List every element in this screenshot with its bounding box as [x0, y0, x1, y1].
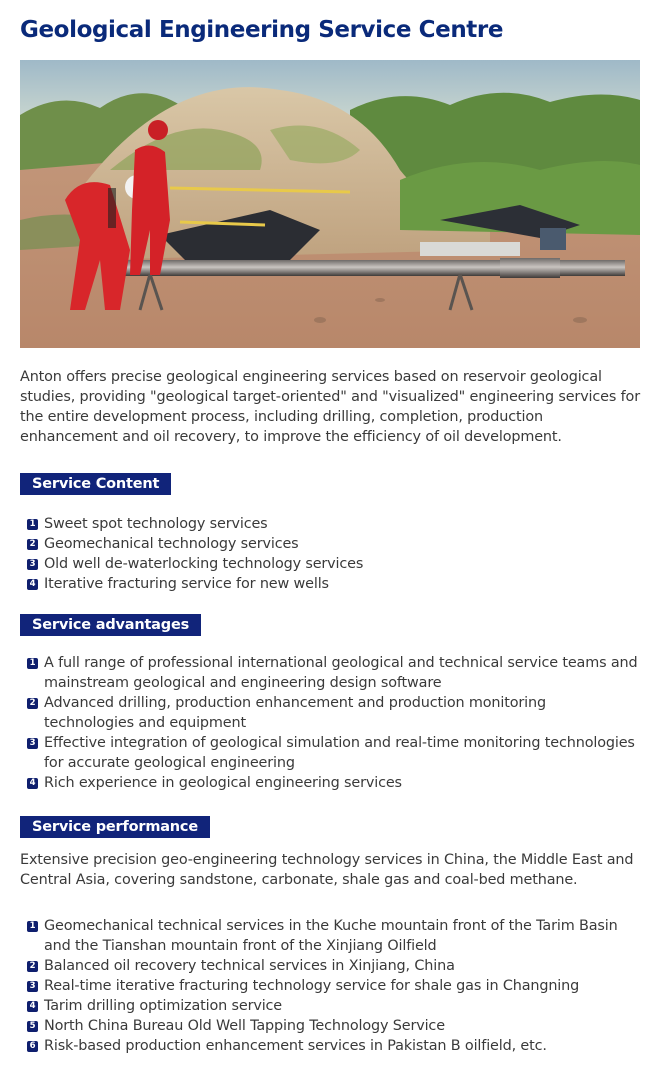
- service-content-list: [20, 514, 640, 594]
- list-item: 3 Real-time iterative fracturing technology service for shale gas in Changning: [27, 976, 640, 996]
- service-content-tag: Service Content: [20, 473, 171, 495]
- service-content-section: [20, 473, 640, 594]
- service-advantages-section: [20, 614, 640, 793]
- number-badge-icon: 3: [27, 738, 38, 749]
- list-item: 1 A full range of professional international geological and technical service teams and mainstream geological and engineering design software: [27, 653, 640, 693]
- intro-text: Anton offers precise geological engineering services based on reservoir geological studies, providing "geological target-oriented" and "visualized" engineering services for the entire development process, including drilling, completion, production enhancement and oil recovery, to improve the efficiency of oil development.: [20, 369, 640, 445]
- number-badge-icon: 2: [27, 961, 38, 972]
- number-badge-icon: 4: [27, 1001, 38, 1012]
- number-badge-icon: 4: [27, 778, 38, 789]
- number-badge-icon: 3: [27, 981, 38, 992]
- list-item: 2 Geomechanical technology services: [27, 534, 640, 554]
- list-item: 2 Advanced drilling, production enhancement and production monitoring technologies and equipment: [27, 693, 640, 733]
- number-badge-icon: 1: [27, 519, 38, 530]
- number-badge-icon: 2: [27, 698, 38, 709]
- number-badge-icon: 3: [27, 559, 38, 570]
- service-advantages-tag: Service advantages: [20, 614, 201, 636]
- list-item: 3 Effective integration of geological simulation and real-time monitoring technologies for accurate geological engineering: [27, 733, 640, 773]
- number-badge-icon: 1: [27, 921, 38, 932]
- number-badge-icon: 5: [27, 1021, 38, 1032]
- number-badge-icon: 1: [27, 658, 38, 669]
- list-item: 6 Risk-based production enhancement services in Pakistan B oilfield, etc.: [27, 1036, 640, 1056]
- service-performance-list: [20, 916, 640, 1056]
- number-badge-icon: 2: [27, 539, 38, 550]
- list-item: 3 Old well de-waterlocking technology services: [27, 554, 640, 574]
- performance-summary: Extensive precision geo-engineering technology services in China, the Middle East and Central Asia, covering sandstone, carbonate, shale gas and coal-bed methane.: [20, 852, 634, 888]
- service-advantages-list: [20, 653, 640, 793]
- number-badge-icon: 6: [27, 1041, 38, 1052]
- hero-photo: [20, 60, 640, 348]
- list-item: 4 Iterative fracturing service for new wells: [27, 574, 640, 594]
- number-badge-icon: 4: [27, 579, 38, 590]
- list-item: 1 Geomechanical technical services in the Kuche mountain front of the Tarim Basin and the Tianshan mountain front of the Xinjiang Oilfield: [27, 916, 640, 956]
- service-performance-tag: Service performance: [20, 816, 210, 838]
- page-title: Geological Engineering Service Centre: [20, 17, 504, 43]
- service-performance-section: [20, 816, 640, 1056]
- list-item: 2 Balanced oil recovery technical services in Xinjiang, China: [27, 956, 640, 976]
- list-item: 5 North China Bureau Old Well Tapping Technology Service: [27, 1016, 640, 1036]
- list-item: 4 Rich experience in geological engineering services: [27, 773, 640, 793]
- list-item: 4 Tarim drilling optimization service: [27, 996, 640, 1016]
- list-item: 1 Sweet spot technology services: [27, 514, 640, 534]
